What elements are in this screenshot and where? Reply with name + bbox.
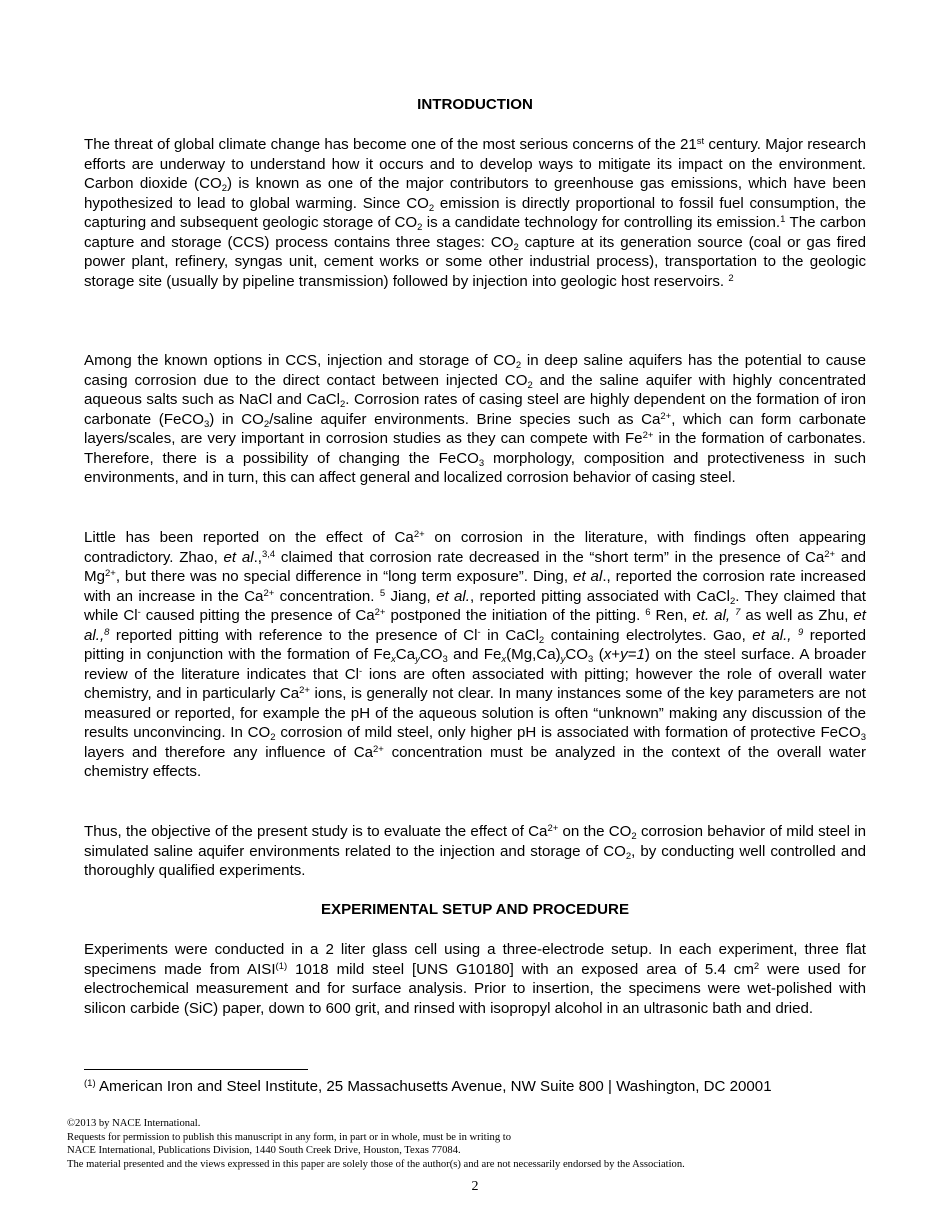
copyright-line: ©2013 by NACE International. bbox=[67, 1118, 201, 1129]
intro-paragraph-4: Thus, the objective of the present study is to evaluate the effect of $Ca^{2+}$ on the $CO_2$ corrosion behavior of mild steel in simulated saline aquifer environments related to the injection and storage of $CO_2$, by conducting well controlled and thoroughly qualified experiments. bbox=[84, 823, 866, 879]
intro-paragraph-3: Little has been reported on the effect of $Ca^{2+}$ on corrosion in the literature, with findings often appearing contradictory. Zhao, et al.,$^{3,4}$ claimed that corrosion rate decreased in the “short term” in the presence of $Ca^{2+}$ and $Mg^{2+}$, but there was no special difference in “long term exposure”. Ding, et al., reported the corrosion rate increased with an increase in the $Ca^{2+}$ concentration. $^5$ Jiang, et al., reported pitting associated with CaCl$_2$. They claimed that while Cl- caused pitting the presence of $Ca^{2+}$ postponed the initiation of the pitting. $^6$ Ren, et. al, $^7$ as well as Zhu, et al.,$^8$ reported pitting with reference to the presence of Cl- in CaCl$_2$ containing electrolytes. Gao, et al., $^9$ reported pitting in conjunction with the formation of $Fe_xCa_yCO_3$ and $Fe_x(Mg,Ca)_yCO_3$ (x+y=1) on the steel surface. A broader review of the literature indicates that Cl- ions are often associated with pitting; however the role of overall water chemistry, and in particularly $Ca^{2+}$ ions, is generally not clear. In many instances some of the key parameters are not measured or reported, for example the pH of the aqueous solution is often “unknown” making any discussion of the results unconvincing. In $CO_2$ corrosion of mild steel, only higher pH is associated with formation of protective FeCO$_3$ layers and therefore any influence of $Ca^{2+}$ concentration must be analyzed in the context of the overall water chemistry effects. bbox=[84, 529, 867, 780]
intro-paragraph-2: Among the known options in CCS, injection and storage of $CO_2$ in deep saline aquifers has the potential to cause casing corrosion due to the direct contact between injected $CO_2$ and the saline aquifer with highly concentrated aqueous salts such as NaCl and CaCl$_2$. Corrosion rates of casing steel are highly dependent on the formation of iron carbonate (FeCO$_3$) in $CO_2$/saline aquifer environments. Brine species such as $Ca^{2+}$, which can form carbonate layers/scales, are very important in corrosion studies as they can compete with $Fe^{2+}$ in the formation of carbonates. Therefore, there is a possibility of changing the FeCO$_3$ morphology, composition and protectiveness in such environments, and in turn, this can affect general and localized corrosion behavior of casing steel. bbox=[84, 352, 867, 486]
footnote-text: American Iron and Steel Institute, 25 Massachusetts Avenue, NW Suite 800 | Washington, DC 20001 bbox=[95, 1078, 772, 1095]
intro-paragraph-1: The threat of global climate change has become one of the most serious concerns of the 21st century. Major research efforts are underway to understand how it occurs and to develop ways to mitigate its impact on the environment. Carbon dioxide $(CO_2)$ is known as one of the major contributors to greenhouse gas emissions, which have been hypothesized to lead to global warming. Since $CO_2$ emission is directly proportional to fossil fuel consumption, the capturing and subsequent geologic storage of $CO_2$ is a candidate technology for controlling its emission.$^1$ The carbon capture and storage (CCS) process contains three stages: $CO_2$ capture at its generation source (coal or gas fired power plant, refinery, syngas unit, cement works or some other industrial process), transportation to the geologic storage site (usually by pipeline transmission) followed by injection into geologic host reservoirs. $^2$ bbox=[84, 136, 867, 290]
introduction-heading: INTRODUCTION bbox=[417, 96, 533, 113]
footnote-separator bbox=[84, 1069, 308, 1070]
copyright-line: Requests for permission to publish this manuscript in any form, in part or in whole, must be in writing to bbox=[67, 1131, 512, 1143]
footnote bbox=[84, 1078, 884, 1095]
copyright-notice bbox=[67, 1117, 907, 1171]
experimental-paragraph-1: Experiments were conducted in a 2 liter glass cell using a three-electrode setup. In each experiment, three flat specimens made from AISI$^{(1)}$ 1018 mild steel [UNS G10180] with an exposed area of 5.4 $cm^2$ were used for electrochemical measurement and for surface analysis. Prior to insertion, the specimens were wet-polished with silicon carbide (SiC) paper, down to 600 grit, and rinsed with isopropyl alcohol in an ultrasonic bath and dried. bbox=[84, 941, 867, 1017]
copyright-line: NACE International, Publications Division, 1440 South Creek Drive, Houston, Texas 77084. bbox=[67, 1145, 461, 1156]
page-number: 2 bbox=[471, 1179, 479, 1194]
experimental-heading: EXPERIMENTAL SETUP AND PROCEDURE bbox=[320, 901, 630, 918]
footnote-marker: (1) bbox=[84, 1078, 96, 1089]
copyright-line: The material presented and the views expressed in this paper are solely those of the author(s) and are not necessarily endorsed by the Association. bbox=[67, 1158, 685, 1170]
